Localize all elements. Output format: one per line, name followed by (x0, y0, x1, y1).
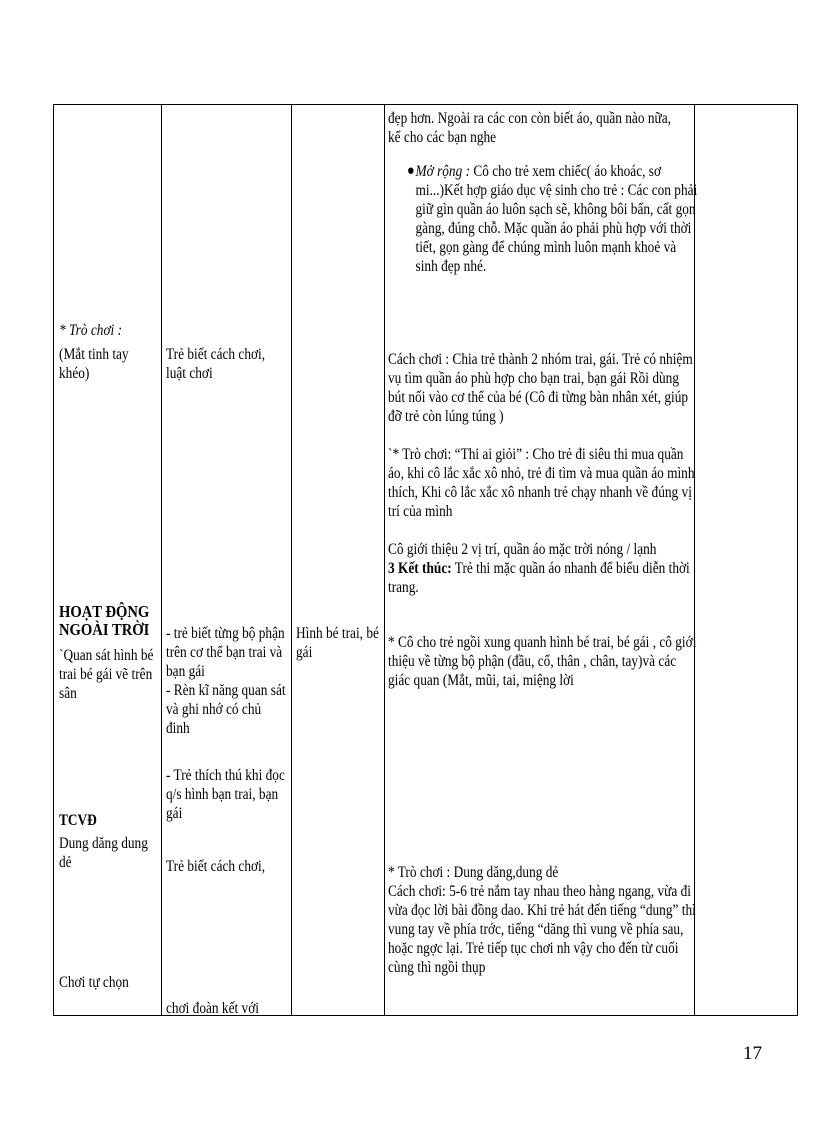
free-play-label: Chơi tự chọn (59, 974, 129, 991)
end-section (388, 559, 699, 597)
outdoor-goal-2: - Rèn kĩ năng quan sát và ghi nhớ có chủ đinh (166, 682, 286, 737)
expand-label: Mở rộng : (415, 163, 471, 180)
tcvd-goal: Trẻ biết cách chơi, (166, 858, 266, 875)
end-label: 3 Kết thúc: (388, 560, 452, 577)
outdoor-activity-desc: `Quan sát hình bé trai bé gái vẽ trên sân (59, 647, 154, 702)
game-label: * Trò chơi : (59, 322, 123, 339)
column-divider (384, 105, 385, 1015)
end-text: Trẻ thi mặc quần áo nhanh để biểu diễn thời trang. (388, 560, 690, 596)
outdoor-activity-text: * Cô cho trẻ ngồi xung quanh hình bé trai, bé gái , cô giới thiệu về từng bộ phận (đầu, cổ, thân , chân, tay)và các giác quan (Mắt, mũi, tai, miệng lời (388, 634, 697, 689)
intro-text: đẹp hơn. Ngoài ra các con còn biết áo, quần nào nữa, kể cho các bạn nghe (388, 110, 671, 146)
outdoor-goal-1: - trẻ biết từng bộ phận trên cơ thể bạn trai và bạn gái (166, 625, 285, 680)
expand-text: Cô cho trẻ xem chiếc( áo khoác, sơ mi...)Kết hợp giáo dục vệ sinh cho trẻ : Các con phải giữ gìn quần áo luôn sạch sẽ, không bôi bẩn, cất gọn gàng, đúng chỗ. Mặc quần áo phải phù hợp với thời tiết, gọn gàng để chúng mình luôn mạnh khoẻ và sinh đẹp nhé. (415, 163, 698, 275)
tcvd-name: Dung dăng dung dẻ (59, 835, 148, 871)
column-divider (291, 105, 292, 1015)
material: Hình bé trai, bé gái (296, 625, 379, 661)
game-2: `* Trò chơi: “Thi ai giỏi” : Cho trẻ đi siêu thi mua quần áo, khi cô lắc xắc xô nhỏ, trẻ đi tìm và mua quần áo mình thích, Khi cô lắc xắc xô nhanh trẻ chạy nhanh về đúng vị trí của mình (388, 446, 695, 520)
game-name: (Mắt tinh tay khéo) (59, 346, 129, 382)
column-divider (161, 105, 162, 1015)
expand-item (388, 162, 699, 276)
outdoor-activity-title: HOẠT ĐỘNG NGOÀI TRỜI (59, 602, 150, 639)
expand-list (388, 162, 699, 276)
tcvd-title: TCVĐ (59, 812, 97, 829)
howto-1: Cách chơi : Chia trẻ thành 2 nhóm trai, gái. Trẻ có nhiệm vụ tìm quần áo phù hợp cho bạn trai, bạn gái Rồi dùng bút nối vào cơ thể của bé (Cô đi từng bàn nhân xét, giúp đỡ trẻ còn lúng túng ) (388, 351, 693, 425)
tcvd-game-title: * Trò chơi : Dung dăng,dung dẻ (388, 864, 559, 881)
page-number: 17 (743, 1043, 762, 1064)
lesson-plan-table (53, 104, 798, 1016)
free-play-goal: chơi đoàn kết với (166, 1000, 259, 1017)
game-goal: Trẻ biết cách chơi, luật chơi (166, 346, 266, 382)
outdoor-goal-3: - Trẻ thích thú khi đọc q/s hình bạn trai, bạn gái (166, 767, 285, 822)
intro-2: Cô giới thiệu 2 vị trí, quần áo mặc trời nóng / lạnh (388, 541, 657, 558)
bullet-icon: ● (406, 163, 415, 179)
tcvd-howto: Cách chơi: 5-6 trẻ nắm tay nhau theo hàng ngang, vừa đi vừa đọc lời bài đồng dao. Khi trẻ hát đến tiếng “dung” thì vung tay về phía trớc, tiếng “dăng thì vung về phía sau, hoặc ngợc lại. Trẻ tiếp tục chơi nh vậy cho đến từ cuối cùng thì ngồi thụp (388, 883, 696, 976)
